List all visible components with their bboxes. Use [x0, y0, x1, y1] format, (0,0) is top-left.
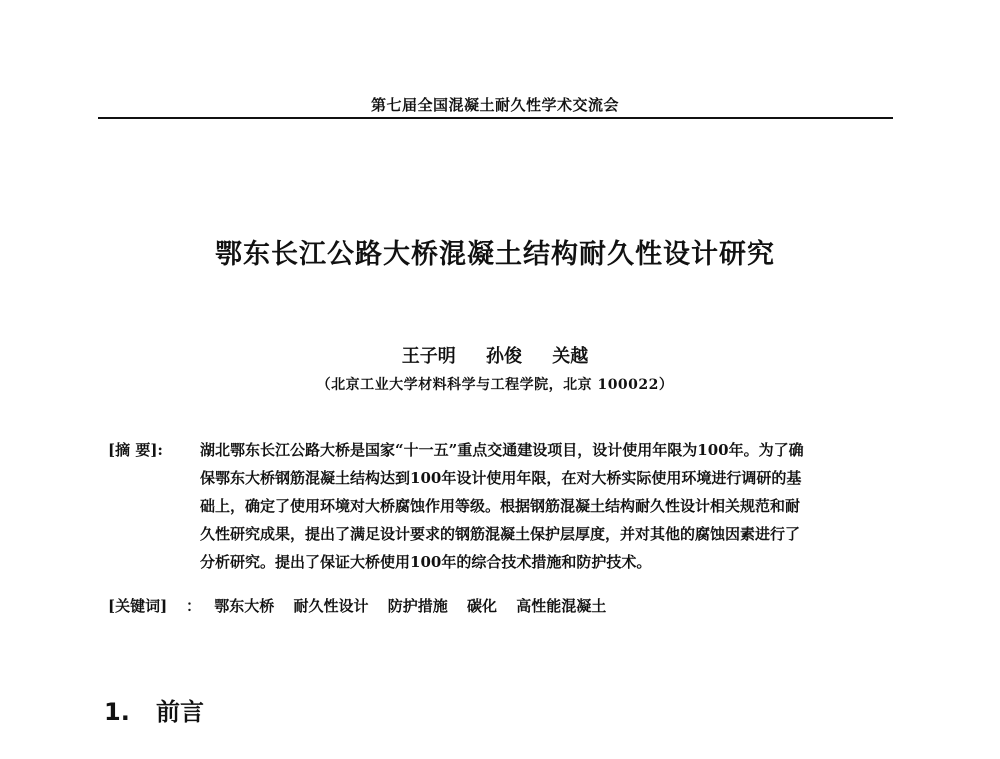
keyword: 鄂东大桥	[214, 597, 275, 615]
abstract-line: 久性研究成果，提出了满足设计要求的钢筋混凝土保护层厚度，并对其他的腐蚀因素进行了	[200, 525, 801, 543]
author-name: 关越	[552, 346, 589, 367]
abstract-line: 础上，确定了使用环境对大桥腐蚀作用等级。根据钢筋混凝土结构耐久性设计相关规范和耐	[200, 497, 801, 515]
keywords-label: [关键词]	[108, 597, 168, 615]
abstract-label: [摘 要]:	[108, 441, 163, 459]
author-name: 孙俊	[486, 346, 522, 367]
keyword: 防护措施	[387, 597, 448, 615]
keyword: 耐久性设计	[293, 597, 369, 615]
author-name: 王子明	[401, 346, 456, 367]
author-list	[100, 342, 890, 368]
abstract-line: 湖北鄂东长江公路大桥是国家“十一五”重点交通建设项目，设计使用年限为100年。为了确	[200, 441, 804, 459]
keyword: 碳化	[467, 597, 498, 615]
abstract-line: 分析研究。提出了保证大桥使用100年的综合技术措施和防护技术。	[200, 553, 652, 571]
section-number: 1.	[104, 698, 130, 726]
author-affiliation: （北京工业大学材料科学与工程学院，北京 100022）	[316, 377, 674, 393]
paper-title: 鄂东长江公路大桥混凝土结构耐久性设计研究	[215, 239, 775, 270]
abstract-line: 保鄂东大桥钢筋混凝土结构达到100年设计使用年限，在对大桥实际使用环境进行调研的基	[200, 469, 802, 487]
section-title: 前言	[156, 698, 204, 726]
keywords-list	[186, 592, 620, 620]
section-heading	[104, 692, 204, 727]
conference-header: 第七届全国混凝土耐久性学术交流会	[370, 96, 619, 114]
header-rule	[98, 117, 893, 119]
keyword: 高性能混凝土	[516, 597, 607, 615]
keywords-separator: ：	[186, 597, 202, 615]
